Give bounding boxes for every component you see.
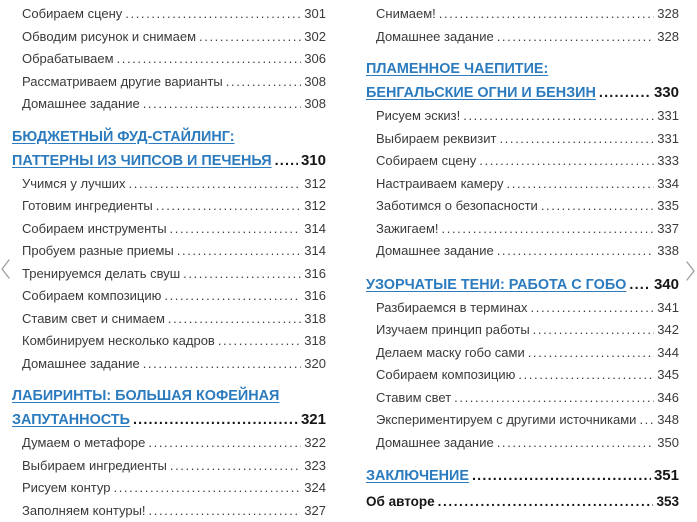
toc-entry-label: Выбираем реквизит — [376, 128, 496, 151]
toc-entry-label: Делаем маску гобо сами — [376, 342, 525, 365]
leader-dots — [541, 195, 654, 218]
leader-dots — [143, 93, 302, 116]
toc-page-number: 324 — [304, 477, 326, 500]
toc-page-number: 335 — [657, 195, 679, 218]
toc-page-number: 337 — [657, 218, 679, 241]
toc-entry[interactable] — [12, 455, 326, 478]
chapter-heading[interactable] — [366, 464, 679, 487]
leader-dots — [168, 308, 301, 331]
toc-page-number: 316 — [304, 285, 326, 308]
toc-entry[interactable] — [366, 319, 679, 342]
toc-page-number: 348 — [657, 409, 679, 432]
toc-entry-label: Зажигаем! — [376, 218, 439, 241]
toc-page-number: 314 — [304, 218, 326, 241]
toc-entry-label: Думаем о метафоре — [22, 432, 145, 455]
toc-page-number: 341 — [657, 297, 679, 320]
toc-entry[interactable] — [12, 195, 326, 218]
leader-dots — [531, 297, 655, 320]
leader-dots — [133, 409, 298, 432]
toc-page-number: 342 — [657, 319, 679, 342]
leader-dots — [156, 195, 302, 218]
toc-entry[interactable] — [12, 3, 326, 26]
toc-page-number: 323 — [304, 455, 326, 478]
leader-dots — [497, 240, 655, 263]
toc-entry-label: Настраиваем камеру — [376, 173, 504, 196]
toc-page-number: 327 — [304, 500, 326, 522]
toc-entry-label: Комбинируем несколько кадров — [22, 330, 215, 353]
toc-entry[interactable] — [366, 195, 679, 218]
leader-dots — [479, 150, 654, 173]
toc-page-number: 334 — [657, 173, 679, 196]
toc-entry-label: Готовим ингредиенты — [22, 195, 153, 218]
toc-entry-label: Собираем сцену — [22, 3, 122, 26]
toc-entry-label: Собираем композицию — [376, 364, 515, 387]
leader-dots — [497, 26, 655, 49]
leader-dots — [148, 432, 301, 455]
chapter-page-number: 310 — [301, 149, 326, 172]
leader-dots — [439, 3, 655, 26]
toc-entry[interactable] — [366, 297, 679, 320]
leader-dots — [170, 218, 302, 241]
toc-entry-label: Домашнее задание — [376, 26, 494, 49]
toc-column-left — [12, 3, 326, 522]
toc-entry[interactable] — [12, 218, 326, 241]
leader-dots — [143, 353, 302, 376]
chapter-heading[interactable] — [366, 58, 679, 104]
toc-entries-group — [366, 297, 679, 455]
toc-entry[interactable] — [12, 330, 326, 353]
chapter-heading-line: УЗОРЧАТЫЕ ТЕНИ: РАБОТА С ГОБО — [366, 274, 626, 297]
toc-entry[interactable] — [366, 128, 679, 151]
chapter-heading-row — [12, 149, 326, 172]
chapter-heading-line: БЕНГАЛЬСКИЕ ОГНИ И БЕНЗИН — [366, 82, 596, 105]
leader-dots — [275, 150, 298, 173]
next-page-button[interactable] — [682, 258, 696, 284]
toc-entry-label: Рисуем контур — [22, 477, 111, 500]
toc-entry-label: Рассматриваем другие варианты — [22, 71, 223, 94]
chapter-heading-line: ПАТТЕРНЫ ИЗ ЧИПСОВ И ПЕЧЕНЬЯ — [12, 150, 272, 173]
toc-entry[interactable] — [366, 342, 679, 365]
chapter-page-number: 351 — [654, 464, 679, 487]
toc-entry[interactable] — [12, 71, 326, 94]
toc-page-number: 322 — [304, 432, 326, 455]
toc-entry[interactable] — [12, 432, 326, 455]
leader-dots — [117, 48, 302, 71]
leader-dots — [164, 285, 301, 308]
chapter-heading-row — [366, 464, 679, 487]
toc-page-number: 320 — [304, 353, 326, 376]
toc-entries-group — [12, 173, 326, 376]
toc-entry[interactable] — [366, 218, 679, 241]
toc-page-number: 301 — [304, 3, 326, 26]
leader-dots — [518, 364, 654, 387]
toc-page-number: 350 — [657, 432, 679, 455]
toc-entry[interactable] — [366, 364, 679, 387]
chapter-page-number: 321 — [301, 408, 326, 431]
toc-entry[interactable] — [366, 240, 679, 263]
leader-dots — [454, 387, 654, 410]
toc-entry[interactable] — [12, 285, 326, 308]
toc-entry[interactable] — [12, 308, 326, 331]
toc-entry[interactable] — [12, 48, 326, 71]
prev-page-button[interactable] — [0, 256, 14, 282]
toc-entry-label: Собираем композицию — [22, 285, 161, 308]
toc-entry[interactable] — [366, 409, 679, 432]
toc-page-number: 318 — [304, 330, 326, 353]
chevron-right-icon — [685, 259, 696, 283]
toc-page-number: 316 — [304, 263, 326, 286]
toc-entry-label: Собираем инструменты — [22, 218, 167, 241]
toc-column-right — [366, 3, 679, 514]
toc-page-number: 302 — [304, 26, 326, 49]
chapter-heading[interactable] — [12, 126, 326, 172]
toc-entry[interactable] — [12, 93, 326, 116]
leader-dots — [528, 342, 655, 365]
leader-dots — [472, 465, 651, 488]
leader-dots — [177, 240, 302, 263]
leader-dots — [114, 477, 302, 500]
chapter-heading-row — [366, 81, 679, 104]
toc-page-number: 344 — [657, 342, 679, 365]
leader-dots — [507, 173, 655, 196]
chapter-heading-row — [12, 408, 326, 431]
toc-entry[interactable] — [366, 150, 679, 173]
toc-entry[interactable] — [366, 26, 679, 49]
leader-dots — [199, 26, 301, 49]
toc-entry-label: Разбираемся в терминах — [376, 297, 528, 320]
leader-dots — [639, 409, 654, 432]
toc-page-number: 345 — [657, 364, 679, 387]
toc-entry-label: Домашнее задание — [376, 240, 494, 263]
toc-entry[interactable] — [12, 353, 326, 376]
toc-entry-label: Заполняем контуры! — [22, 500, 146, 522]
toc-entry-label: Об авторе — [366, 491, 435, 514]
toc-entry-label: Обводим рисунок и снимаем — [22, 26, 196, 49]
toc-page-number: 308 — [304, 93, 326, 116]
toc-entries-group — [366, 105, 679, 263]
toc-entry-label: Ставим свет — [376, 387, 451, 410]
chapter-heading-row — [366, 58, 679, 81]
toc-entry[interactable] — [366, 432, 679, 455]
toc-entry-label: Экспериментируем с другими источниками — [376, 409, 636, 432]
toc-page-number: 312 — [304, 195, 326, 218]
toc-entry-label: Пробуем разные приемы — [22, 240, 174, 263]
toc-entry-label: Снимаем! — [376, 3, 436, 26]
toc-entry-label: Домашнее задание — [22, 93, 140, 116]
toc-entry[interactable] — [366, 3, 679, 26]
toc-entry[interactable] — [12, 26, 326, 49]
leader-dots — [533, 319, 655, 342]
chapter-heading[interactable] — [12, 385, 326, 431]
leader-dots — [463, 105, 654, 128]
chapter-page-number: 340 — [654, 273, 679, 296]
chapter-heading-line: ПЛАМЕННОЕ ЧАЕПИТИЕ: — [366, 58, 548, 81]
chapter-heading-line: ЗАКЛЮЧЕНИЕ — [366, 465, 469, 488]
toc-entry[interactable] — [366, 173, 679, 196]
chapter-heading-row — [366, 273, 679, 296]
chapter-heading[interactable] — [366, 273, 679, 296]
toc-entry[interactable] — [12, 477, 326, 500]
leader-dots — [226, 71, 302, 94]
toc-entry[interactable] — [366, 387, 679, 410]
leader-dots — [170, 455, 301, 478]
toc-entry-label: Собираем сцену — [376, 150, 476, 173]
toc-entry[interactable] — [12, 173, 326, 196]
toc-entry-label: Заботимся о безопасности — [376, 195, 538, 218]
toc-entry-label: Домашнее задание — [376, 432, 494, 455]
toc-entry[interactable] — [366, 491, 679, 514]
toc-entry-label: Рисуем эскиз! — [376, 105, 460, 128]
leader-dots — [599, 82, 651, 105]
toc-page-number: 338 — [657, 240, 679, 263]
toc-page-number: 353 — [656, 491, 679, 514]
toc-entries-group — [366, 3, 679, 48]
toc-entry-label: Обрабатываем — [22, 48, 114, 71]
toc-entry[interactable] — [12, 240, 326, 263]
toc-entry-label: Изучаем принцип работы — [376, 319, 530, 342]
toc-entry[interactable] — [366, 105, 679, 128]
leader-dots — [629, 274, 651, 297]
toc-page-number: 314 — [304, 240, 326, 263]
toc-page-number: 308 — [304, 71, 326, 94]
toc-page-number: 346 — [657, 387, 679, 410]
toc-page-number: 312 — [304, 173, 326, 196]
toc-page-number: 331 — [657, 105, 679, 128]
toc-page-number: 331 — [657, 128, 679, 151]
leader-dots — [125, 3, 301, 26]
chevron-left-icon — [0, 257, 11, 281]
toc-entries-group — [12, 3, 326, 116]
chapter-page-number: 330 — [654, 81, 679, 104]
chapter-heading-row — [12, 126, 326, 149]
leader-dots — [497, 432, 655, 455]
toc-page-number: 306 — [304, 48, 326, 71]
toc-entries-group — [366, 491, 679, 514]
toc-page-number: 333 — [657, 150, 679, 173]
toc-entry-label: Ставим свет и снимаем — [22, 308, 165, 331]
chapter-heading-line: ЗАПУТАННОСТЬ — [12, 409, 130, 432]
toc-entry-label: Учимся у лучших — [22, 173, 126, 196]
leader-dots — [438, 491, 654, 514]
chapter-heading-line: БЮДЖЕТНЫЙ ФУД-СТАЙЛИНГ: — [12, 126, 235, 149]
chapter-heading-line: ЛАБИРИНТЫ: БОЛЬШАЯ КОФЕЙНАЯ — [12, 385, 279, 408]
toc-page-number: 318 — [304, 308, 326, 331]
toc-entries-group — [12, 432, 326, 522]
leader-dots — [183, 263, 301, 286]
toc-page-number: 328 — [657, 26, 679, 49]
leader-dots — [499, 128, 654, 151]
leader-dots — [442, 218, 655, 241]
toc-entry[interactable] — [12, 263, 326, 286]
toc-entry-label: Выбираем ингредиенты — [22, 455, 167, 478]
leader-dots — [129, 173, 302, 196]
chapter-heading-row — [12, 385, 326, 408]
toc-page-number: 328 — [657, 3, 679, 26]
toc-entry-label: Тренируемся делать свуш — [22, 263, 180, 286]
toc-entry-label: Домашнее задание — [22, 353, 140, 376]
leader-dots — [218, 330, 301, 353]
